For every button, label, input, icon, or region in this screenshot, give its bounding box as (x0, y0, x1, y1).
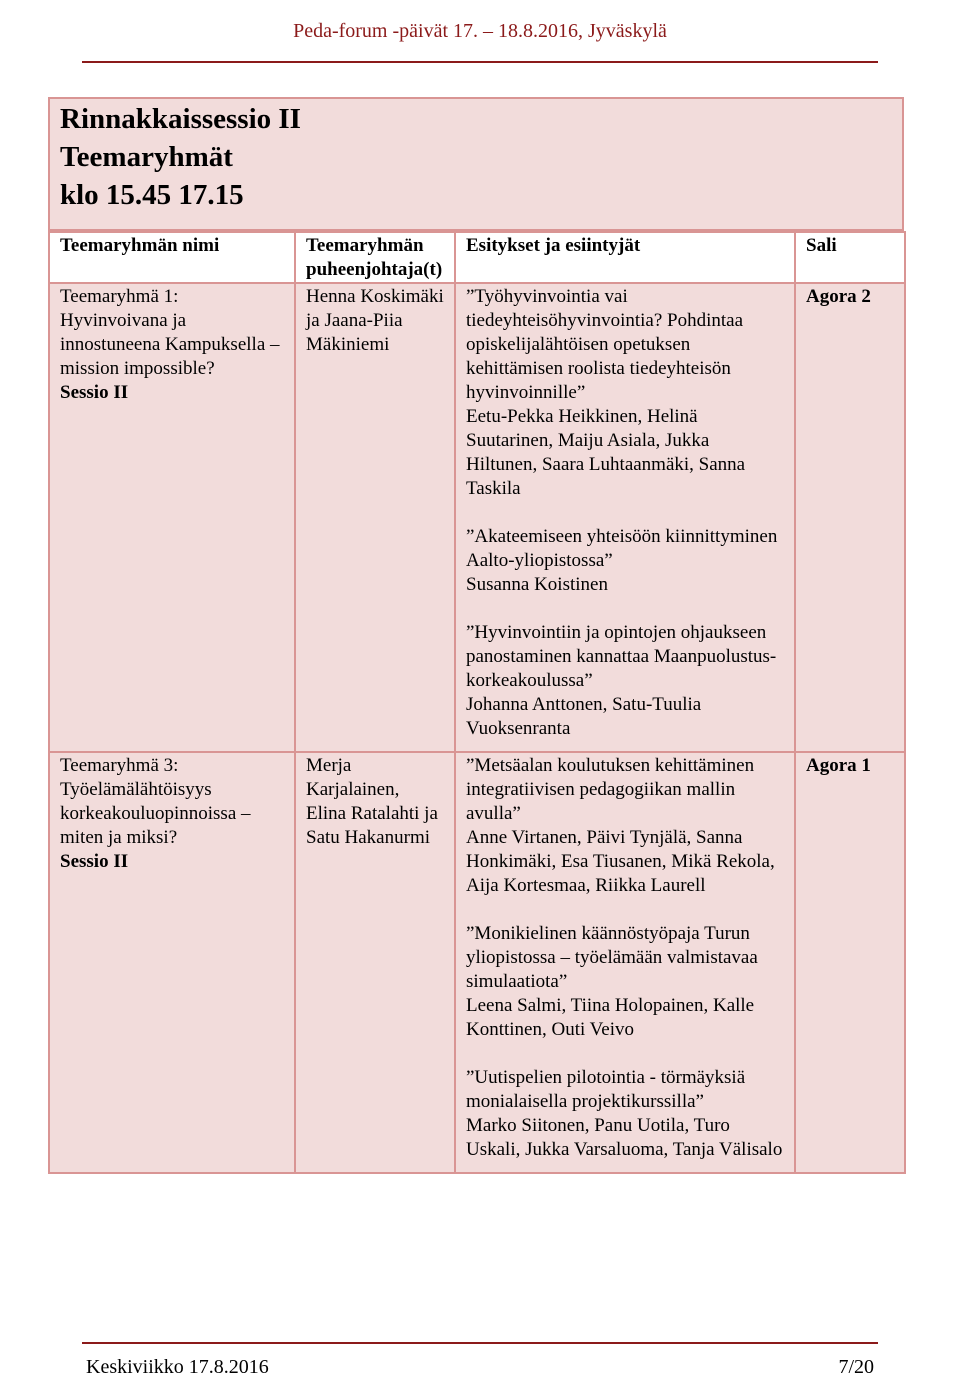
presentations-cell (455, 752, 795, 1173)
chair-cell: Merja Karjalainen, Elina Ratalahti ja Satu Hakanurmi (295, 752, 455, 1173)
presentation-authors: Anne Virtanen, Päivi Tynjälä, Sanna Honkimäki, Esa Tiusanen, Mikä Rekola, Aija Kortesmaa, Riikka Laurell (466, 827, 775, 896)
presentation-item (466, 525, 784, 597)
header-name: Teemaryhmän nimi (49, 232, 295, 283)
presentation-title: ”Uutispelien pilotointia - törmäyksiä monialaisella projektikurssilla” (466, 1067, 746, 1112)
presentation-authors: Leena Salmi, Tiina Holopainen, Kalle Konttinen, Outi Veivo (466, 995, 755, 1040)
group-title: Teemaryhmä 1: (60, 286, 179, 307)
header-chair: Teemaryhmän puheenjohtaja(t) (295, 232, 455, 283)
session-tag: Sessio II (60, 382, 129, 403)
room-cell: Agora 1 (795, 752, 905, 1173)
group-title: Teemaryhmä 3: (60, 755, 179, 776)
session-tag: Sessio II (60, 851, 129, 872)
presentation-authors: Susanna Koistinen (466, 574, 608, 595)
group-name-cell (49, 283, 295, 752)
header-title: Peda-forum -päivät 17. – 18.8.2016, Jyväskylä (293, 20, 667, 42)
room-cell: Agora 2 (795, 283, 905, 752)
presentation-list (466, 754, 784, 1162)
header-presentations: Esitykset ja esiintyjät (455, 232, 795, 283)
group-name-cell (49, 752, 295, 1173)
page-number: 7/20 (838, 1356, 874, 1378)
group-description: Hyvinvoivana ja innostuneena Kampuksella – mission impossible? (60, 310, 280, 379)
footer-date: Keskiviikko 17.8.2016 (86, 1356, 269, 1378)
presentation-title: ”Metsäalan koulutuksen kehittäminen integratiivisen pedagogiikan mallin avulla” (466, 755, 755, 824)
presentation-title: ”Monikielinen käännöstyöpaja Turun yliopistossa – työelämään valmistavaa simulaatiota” (466, 923, 758, 992)
header-divider (82, 61, 878, 63)
presentation-authors: Johanna Anttonen, Satu-Tuulia Vuoksenranta (466, 694, 702, 739)
table-header-row (49, 232, 905, 283)
presentation-item (466, 754, 784, 898)
presentation-title: ”Akateemiseen yhteisöön kiinnittyminen Aalto-yliopistossa” (466, 526, 778, 571)
session-title-line1: Rinnakkaissessio II (60, 103, 301, 135)
footer-divider (82, 1342, 878, 1344)
table-row (49, 752, 905, 1173)
presentation-list (466, 285, 784, 741)
session-title-line2: Teemaryhmät (60, 141, 233, 173)
session-title (60, 100, 301, 214)
presentations-cell (455, 283, 795, 752)
session-table (48, 231, 906, 1174)
chair-cell: Henna Koskimäki ja Jaana-Piia Mäkiniemi (295, 283, 455, 752)
group-description: Työelämälähtöisyys korkeakouluopinnoissa – miten ja miksi? (60, 779, 251, 848)
header-room: Sali (795, 232, 905, 283)
presentation-item (466, 621, 784, 741)
presentation-title: ”Hyvinvointiin ja opintojen ohjaukseen panostaminen kannattaa Maanpuolustus-korkeakoulussa” (466, 622, 777, 691)
presentation-authors: Marko Siitonen, Panu Uotila, Turo Uskali, Jukka Varsaluoma, Tanja Välisalo (466, 1115, 783, 1160)
presentation-authors: Eetu-Pekka Heikkinen, Helinä Suutarinen, Maiju Asiala, Jukka Hiltunen, Saara Luhtaanmäki, Sanna Taskila (466, 406, 746, 499)
presentation-title: ”Työhyvinvointia vai tiedeyhteisöhyvinvointia? Pohdintaa opiskelijalähtöisen opetuksen kehittämisen roolista tiedeyhteisön hyvinvoinnille” (466, 286, 744, 403)
table-row (49, 283, 905, 752)
session-title-line3: klo 15.45 17.15 (60, 179, 244, 211)
presentation-item (466, 285, 784, 501)
presentation-item (466, 1066, 784, 1162)
presentation-item (466, 922, 784, 1042)
